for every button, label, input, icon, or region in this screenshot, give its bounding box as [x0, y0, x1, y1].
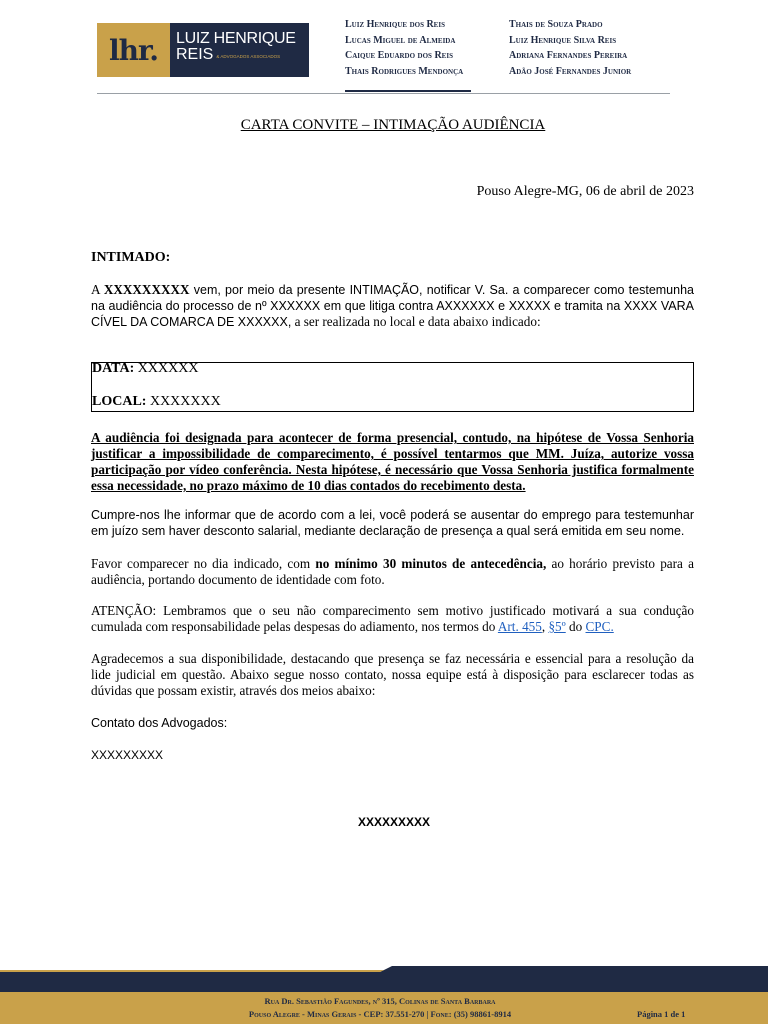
text-run: ao horário previsto para a audiência, portando documento de identidade com foto.	[91, 556, 694, 587]
document-title: CARTA CONVITE – INTIMAÇÃO AUDIÊNCIA	[240, 117, 546, 133]
footer-contact: Pouso Alegre - Minas Gerais - CEP: 37.551-270 | Fone: (35) 98861-8914	[248, 1009, 512, 1019]
contact-value: XXXXXXXXX	[91, 748, 164, 762]
lawyer-name: Caique Eduardo dos Reis	[345, 50, 453, 61]
footer-address: Rua Dr. Sebastião Fagundes, nº 315, Colinas de Santa Barbara	[264, 996, 496, 1006]
hearing-info-box	[91, 362, 694, 412]
lawyer-name: Luiz Henrique Silva Reis	[509, 34, 617, 46]
bold-text: no mínimo 30 minutos de antecedência,	[315, 556, 547, 571]
hearing-location-row	[92, 394, 221, 410]
date-label: DATA:	[92, 361, 135, 376]
text-run: ,	[541, 619, 549, 634]
paragraph-work-absence: Cumpre-nos lhe informar que de acordo com a lei, você poderá se ausentar do emprego para testemunhar em juízo sem haver desconto salarial, mediante declaração de presença a qual será emitida em seu nome.	[91, 508, 694, 538]
hearing-date-row	[92, 361, 198, 377]
lawyer-name: Adão José Fernandes Junior	[509, 65, 632, 77]
lawyer-name: Lucas Miguel de Almeida	[345, 34, 456, 46]
location-value: XXXXXXX	[146, 394, 221, 409]
lawyer-name: Luiz Henrique dos Reis	[345, 19, 445, 30]
logo-name-block	[170, 23, 309, 77]
witness-name: XXXXXXXXX	[103, 282, 190, 297]
paragraph-thanks: Agradecemos a sua disponibilidade, destacando que presença se faz necessária e essencial para a resolução da lide judicial em questão. Abaixo segue nosso contato, nossa equipe está à disposição para esclarecer todas as dúvidas que possam existir, através dos meios abaixo:	[91, 651, 694, 698]
contact-label: Contato dos Advogados:	[91, 716, 228, 730]
paragraph-video-conference: A audiência foi designada para acontecer de forma presencial, contudo, na hipótese de Vossa Senhoria justificar a impossibilidade de comparecimento, é possível tentarmos que MM. Juíza, autorize vossa participação por vídeo conferência. Nesta hipótese, é necessário que Vossa Senhoria justifica formalmente essa necessidade, no prazo máximo de 10 dias contados do recebimento desta.	[91, 430, 694, 493]
text-run: ATENÇÃO: Lembramos que o seu não comparecimento sem motivo justificado motivará a sua condução cumulada com responsabilidade pelas despesas do adiamento, nos termos do	[91, 603, 694, 634]
lawyers-list-right	[509, 17, 631, 79]
header-divider	[97, 93, 670, 94]
logo-subtitle: & ADVOGADOS ASSOCIADOS	[216, 54, 281, 59]
lawyer-name: Thais de Souza Prado	[509, 19, 603, 30]
firm-logo	[97, 23, 309, 77]
intimado-label: INTIMADO:	[91, 250, 171, 265]
text-run: vem, por meio da presente INTIMAÇÃO, notificar V. Sa. a comparecer como testemunha na audiência do processo de nº XXXXXX em que litiga contra AXXXXXX e XXXXX e tramita na XXXX VARA CÍVEL DA COMARCA DE XXXXXX,	[91, 283, 694, 329]
logo-name-line1: LUIZ HENRIQUE	[176, 30, 296, 47]
text-run: A	[91, 282, 104, 297]
logo-monogram: lhr.	[97, 23, 170, 77]
link-paragraph-5[interactable]: §5º	[548, 619, 566, 634]
footer-navy-band	[0, 978, 768, 992]
header-accent-rule	[345, 90, 471, 92]
lawyer-name: Thais Rodrigues Mendonça	[345, 65, 464, 77]
lawyers-list-left	[345, 17, 463, 79]
link-art-455[interactable]: Art. 455	[497, 619, 542, 634]
place-date: Pouso Alegre-MG, 06 de abril de 2023	[476, 184, 694, 199]
paragraph-notification	[91, 282, 694, 330]
paragraph-attendance	[91, 556, 694, 588]
page-number: Página 1 de 1	[637, 1009, 686, 1019]
text-run: do	[565, 619, 586, 634]
logo-name-line2-wrap	[176, 47, 309, 63]
location-label: LOCAL:	[92, 394, 147, 409]
text-run: Favor comparecer no dia indicado, com	[91, 556, 316, 571]
lawyer-name: Adriana Fernandes Pereira	[509, 50, 628, 61]
text-run: a ser realizada no local e data abaixo indicado:	[291, 314, 541, 329]
logo-name-line2: REIS	[176, 46, 214, 63]
link-cpc[interactable]: CPC.	[585, 619, 614, 634]
signature-placeholder: XXXXXXXXX	[358, 815, 431, 829]
date-value: XXXXXX	[134, 361, 199, 376]
paragraph-attention	[91, 603, 694, 635]
